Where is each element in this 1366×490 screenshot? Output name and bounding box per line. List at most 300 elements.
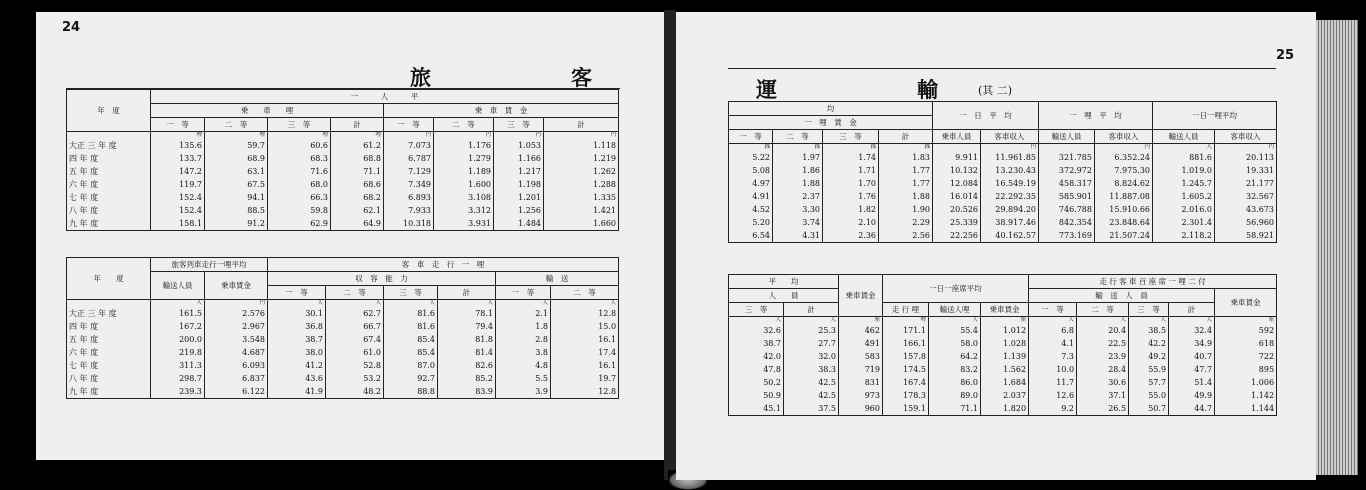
value-cell: 16.1 (551, 359, 619, 372)
table-row (729, 376, 1277, 389)
year-cell: 四 年 度 (67, 152, 151, 165)
value-cell: 1.600 (434, 178, 494, 191)
header-chin: 乗車賃金 (205, 272, 268, 300)
unit-cell: 円 (544, 132, 619, 140)
value-cell: 32.6 (729, 324, 784, 337)
bottom-table (728, 274, 1277, 416)
value-cell: 719 (839, 363, 883, 376)
value-cell: 85.4 (384, 346, 438, 359)
header-cell: 計 (879, 130, 933, 144)
value-cell: 2.1 (496, 307, 551, 320)
unit-cell: 人 (1153, 144, 1215, 152)
header-cell: 一 等 (384, 118, 434, 132)
value-cell: 16.1 (551, 333, 619, 346)
year-cell: 九 年 度 (67, 217, 151, 231)
value-cell: 171.1 (883, 324, 929, 337)
value-cell: 5.20 (729, 216, 773, 229)
value-cell: 7.3 (1029, 350, 1077, 363)
value-cell: 3.8 (496, 346, 551, 359)
value-cell: 88.5 (205, 204, 268, 217)
table-row (729, 389, 1277, 402)
value-cell: 4.687 (205, 346, 268, 359)
header-cell: 乗車賃金 (981, 303, 1029, 317)
header-cell: 二 等 (326, 286, 384, 300)
table-row (729, 203, 1277, 216)
value-cell: 19.7 (551, 372, 619, 385)
value-cell: 64.2 (929, 350, 981, 363)
value-cell: 372.972 (1039, 164, 1095, 177)
value-cell: 68.8 (331, 152, 384, 165)
year-cell: 六 年 度 (67, 178, 151, 191)
header-cell: 三 等 (1129, 303, 1169, 317)
value-cell: 2.56 (879, 229, 933, 243)
value-cell: 119.7 (151, 178, 205, 191)
value-cell: 159.1 (883, 402, 929, 416)
value-cell: 21.177 (1215, 177, 1277, 190)
value-cell: 1.006 (1215, 376, 1277, 389)
value-cell: 2.29 (879, 216, 933, 229)
value-cell: 4.8 (496, 359, 551, 372)
unit-cell: 人 (384, 300, 438, 308)
value-cell: 51.4 (1169, 376, 1215, 389)
value-cell: 78.1 (438, 307, 496, 320)
value-cell: 10.0 (1029, 363, 1077, 376)
value-cell: 55.9 (1129, 363, 1169, 376)
unit-cell: 人 (929, 317, 981, 325)
value-cell: 40.7 (1169, 350, 1215, 363)
header-cell: 一 等 (151, 118, 205, 132)
value-cell: 81.4 (438, 346, 496, 359)
value-cell: 1.189 (434, 165, 494, 178)
unit-cell: 人 (1129, 317, 1169, 325)
value-cell: 50.9 (729, 389, 784, 402)
value-cell: 1.144 (1215, 402, 1277, 416)
header-cell: 三 等 (729, 303, 784, 317)
year-cell: 大正 三 年 度 (67, 139, 151, 152)
value-cell: 48.2 (326, 385, 384, 399)
value-cell: 5.5 (496, 372, 551, 385)
value-cell: 61.0 (326, 346, 384, 359)
value-cell: 36.8 (268, 320, 326, 333)
value-cell: 1.74 (823, 151, 879, 164)
value-cell: 85.4 (384, 333, 438, 346)
value-cell: 4.91 (729, 190, 773, 203)
unit-cell: 哩 (205, 132, 268, 140)
table-row (729, 164, 1277, 177)
value-cell: 57.7 (1129, 376, 1169, 389)
unit-cell: 哩 (268, 132, 331, 140)
value-cell: 5.22 (729, 151, 773, 164)
value-cell: 16.549.19 (981, 177, 1039, 190)
value-cell: 1.139 (981, 350, 1029, 363)
value-cell: 21.507.24 (1095, 229, 1153, 243)
header-ichiri: 一 哩 平 均 (1039, 102, 1153, 130)
value-cell: 881.6 (1153, 151, 1215, 164)
value-cell: 6.837 (205, 372, 268, 385)
header-cell: 一 等 (496, 286, 551, 300)
table-row (67, 307, 619, 320)
header-cell: 計 (544, 118, 619, 132)
header-cell: 客車収入 (981, 130, 1039, 144)
top-table (66, 89, 619, 231)
header-hito: 一 人 平 (151, 90, 619, 104)
value-cell: 3.30 (773, 203, 823, 216)
header-ichinichi: 一日一座席平均 (883, 275, 1029, 303)
value-cell: 219.8 (151, 346, 205, 359)
table-row (729, 151, 1277, 164)
value-cell: 53.2 (326, 372, 384, 385)
year-cell: 大正 三 年 度 (67, 307, 151, 320)
value-cell: 12.6 (1029, 389, 1077, 402)
header-cell: 計 (331, 118, 384, 132)
value-cell: 10.318 (384, 217, 434, 231)
value-cell: 85.2 (438, 372, 496, 385)
value-cell: 11.7 (1029, 376, 1077, 389)
page-number: 25 (1276, 48, 1295, 63)
header-cell: 一 等 (1029, 303, 1077, 317)
table-row (67, 333, 619, 346)
value-cell: 32.567 (1215, 190, 1277, 203)
header-cell: 三 等 (384, 286, 438, 300)
unit-cell: 銭 (823, 144, 879, 152)
value-cell: 38.3 (784, 363, 839, 376)
value-cell: 842.354 (1039, 216, 1095, 229)
unit-cell: 銭 (773, 144, 823, 152)
header-yusou: 輸送人員 (151, 272, 205, 300)
value-cell: 7.933 (384, 204, 434, 217)
value-cell: 40.162.57 (981, 229, 1039, 243)
header-hito: 一 哩 賃 金 (729, 116, 933, 130)
value-cell: 67.4 (326, 333, 384, 346)
value-cell: 9.911 (933, 151, 981, 164)
table-row (729, 350, 1277, 363)
value-cell: 12.8 (551, 307, 619, 320)
value-cell: 1.70 (823, 177, 879, 190)
value-cell: 67.5 (205, 178, 268, 191)
value-cell: 3.9 (496, 385, 551, 399)
header-cell: 二 等 (1077, 303, 1129, 317)
value-cell: 1.028 (981, 337, 1029, 350)
header-shuyou: 収 容 能 力 (268, 272, 496, 286)
value-cell: 1.421 (544, 204, 619, 217)
value-cell: 42.0 (729, 350, 784, 363)
header-heikin: 平 均 (729, 275, 839, 289)
value-cell: 81.6 (384, 320, 438, 333)
unit-cell (1039, 144, 1095, 152)
value-cell: 1.217 (494, 165, 544, 178)
value-cell: 1.256 (494, 204, 544, 217)
table-row (67, 217, 619, 231)
value-cell: 3.312 (434, 204, 494, 217)
unit-cell: 人 (551, 300, 619, 308)
value-cell: 28.4 (1077, 363, 1129, 376)
value-cell: 66.3 (268, 191, 331, 204)
value-cell: 91.2 (205, 217, 268, 231)
table-row (729, 324, 1277, 337)
value-cell: 27.7 (784, 337, 839, 350)
header-cell: 三 等 (823, 130, 879, 144)
value-cell: 6.122 (205, 385, 268, 399)
value-cell: 20.526 (933, 203, 981, 216)
value-cell: 1.288 (544, 178, 619, 191)
value-cell: 1.562 (981, 363, 1029, 376)
value-cell: 1.335 (544, 191, 619, 204)
value-cell: 10.132 (933, 164, 981, 177)
value-cell: 43.6 (268, 372, 326, 385)
header-zaseki: 走 行 客 車 百 座 席 一 哩 二 付 (1029, 275, 1277, 289)
value-cell: 157.8 (883, 350, 929, 363)
value-cell: 62.7 (326, 307, 384, 320)
value-cell: 773.169 (1039, 229, 1095, 243)
unit-cell (67, 132, 151, 140)
header-jousha: 乗車賃金 (839, 275, 883, 317)
value-cell: 63.1 (205, 165, 268, 178)
value-cell: 321.785 (1039, 151, 1095, 164)
value-cell: 55.0 (1129, 389, 1169, 402)
value-cell: 167.2 (151, 320, 205, 333)
table-row (67, 320, 619, 333)
unit-cell: 人 (438, 300, 496, 308)
value-cell: 38.0 (268, 346, 326, 359)
value-cell: 41.2 (268, 359, 326, 372)
value-cell: 68.9 (205, 152, 268, 165)
page-edges (1316, 20, 1358, 475)
value-cell: 81.6 (384, 307, 438, 320)
value-cell: 26.5 (1077, 402, 1129, 416)
value-cell: 56.960 (1215, 216, 1277, 229)
table-row (67, 346, 619, 359)
value-cell: 7.073 (384, 139, 434, 152)
value-cell: 29.894.20 (981, 203, 1039, 216)
value-cell: 89.0 (929, 389, 981, 402)
value-cell: 7.129 (384, 165, 434, 178)
table-row (67, 359, 619, 372)
table-row (729, 402, 1277, 416)
year-cell: 七 年 度 (67, 191, 151, 204)
value-cell: 1.77 (879, 164, 933, 177)
value-cell: 1.166 (494, 152, 544, 165)
unit-cell: 円 (981, 144, 1039, 152)
value-cell: 64.9 (331, 217, 384, 231)
year-cell: 八 年 度 (67, 204, 151, 217)
table-row (67, 204, 619, 217)
value-cell: 8.824.62 (1095, 177, 1153, 190)
value-cell: 52.8 (326, 359, 384, 372)
value-cell: 47.8 (729, 363, 784, 376)
value-cell: 71.6 (268, 165, 331, 178)
value-cell: 38.917.46 (981, 216, 1039, 229)
unit-cell: 人 (729, 317, 784, 325)
unit-cell: 哩 (151, 132, 205, 140)
bottom-table (66, 257, 619, 399)
header-nendo: 年 度 (67, 258, 151, 300)
header-cell: 輸送人哩 (929, 303, 981, 317)
header-nendo: 年 度 (67, 90, 151, 132)
value-cell: 491 (839, 337, 883, 350)
value-cell: 43.673 (1215, 203, 1277, 216)
value-cell: 298.7 (151, 372, 205, 385)
header-cell: 計 (784, 303, 839, 317)
value-cell: 62.1 (331, 204, 384, 217)
value-cell: 2.118.2 (1153, 229, 1215, 243)
value-cell: 2.967 (205, 320, 268, 333)
unit-cell: 円 (205, 300, 268, 308)
value-cell: 38.7 (729, 337, 784, 350)
value-cell: 17.4 (551, 346, 619, 359)
header-cell: 二 等 (205, 118, 268, 132)
value-cell: 68.6 (331, 178, 384, 191)
unit-row (729, 144, 1277, 152)
table-row (67, 165, 619, 178)
unit-cell: 円 (494, 132, 544, 140)
value-cell: 831 (839, 376, 883, 389)
value-cell: 585.901 (1039, 190, 1095, 203)
unit-cell: 銭 (879, 144, 933, 152)
value-cell: 592 (1215, 324, 1277, 337)
value-cell: 30.1 (268, 307, 326, 320)
value-cell: 6.893 (384, 191, 434, 204)
value-cell: 311.3 (151, 359, 205, 372)
value-cell: 2.37 (773, 190, 823, 203)
value-cell: 1.198 (494, 178, 544, 191)
value-cell: 1.71 (823, 164, 879, 177)
value-cell: 1.88 (879, 190, 933, 203)
value-cell: 32.0 (784, 350, 839, 363)
value-cell: 3.108 (434, 191, 494, 204)
value-cell: 37.5 (784, 402, 839, 416)
header-cell: 客車収入 (1215, 130, 1277, 144)
value-cell: 12.8 (551, 385, 619, 399)
value-cell: 59.7 (205, 139, 268, 152)
value-cell: 42.2 (1129, 337, 1169, 350)
table-row (729, 363, 1277, 376)
header-cell: 客車収入 (1095, 130, 1153, 144)
value-cell: 5.08 (729, 164, 773, 177)
value-cell: 1.83 (879, 151, 933, 164)
value-cell: 58.921 (1215, 229, 1277, 243)
value-cell: 4.1 (1029, 337, 1077, 350)
value-cell: 4.97 (729, 177, 773, 190)
unit-cell: 厘 (981, 317, 1029, 325)
table-row (67, 372, 619, 385)
value-cell: 42.5 (784, 389, 839, 402)
value-cell: 12.084 (933, 177, 981, 190)
right-page (676, 12, 1316, 480)
value-cell: 83.9 (438, 385, 496, 399)
unit-cell: 人 (268, 300, 326, 308)
unit-cell: 円 (434, 132, 494, 140)
value-cell: 20.4 (1077, 324, 1129, 337)
header-nichiri: 一日一哩平均 (1153, 102, 1277, 130)
value-cell: 1.8 (496, 320, 551, 333)
value-cell: 66.7 (326, 320, 384, 333)
header-kyaku: 客 車 走 行 一 哩 (268, 258, 619, 272)
table-row (67, 152, 619, 165)
value-cell: 1.77 (879, 177, 933, 190)
value-cell: 2.576 (205, 307, 268, 320)
rule (728, 68, 1276, 69)
value-cell: 618 (1215, 337, 1277, 350)
header-cell: 一 等 (268, 286, 326, 300)
value-cell: 68.2 (331, 191, 384, 204)
table-row (67, 385, 619, 399)
value-cell: 158.1 (151, 217, 205, 231)
table-row (729, 177, 1277, 190)
value-cell: 4.52 (729, 203, 773, 216)
unit-cell: 銭 (729, 144, 773, 152)
value-cell: 1.219 (544, 152, 619, 165)
header-cell: 三 等 (268, 118, 331, 132)
header-cell: 計 (438, 286, 496, 300)
value-cell: 88.8 (384, 385, 438, 399)
value-cell: 25.339 (933, 216, 981, 229)
value-cell: 6.787 (384, 152, 434, 165)
header-jinin: 人 員 (729, 289, 839, 303)
value-cell: 1.262 (544, 165, 619, 178)
header-yusou2: 輸 送 (496, 272, 619, 286)
unit-cell: 円 (1215, 144, 1277, 152)
value-cell: 152.4 (151, 204, 205, 217)
value-cell: 55.4 (929, 324, 981, 337)
unit-cell: 人 (1029, 317, 1077, 325)
value-cell: 6.8 (1029, 324, 1077, 337)
header-cell: 二 等 (434, 118, 494, 132)
value-cell: 3.931 (434, 217, 494, 231)
value-cell: 178.3 (883, 389, 929, 402)
value-cell: 38.5 (1129, 324, 1169, 337)
value-cell: 746.788 (1039, 203, 1095, 216)
header-chin3: 乗車賃金 (1215, 289, 1277, 317)
value-cell: 161.5 (151, 307, 205, 320)
page-number: 24 (62, 20, 81, 35)
year-cell: 八 年 度 (67, 372, 151, 385)
value-cell: 1.90 (879, 203, 933, 216)
header-yusou: 輸 送 人 員 (1029, 289, 1215, 303)
value-cell: 147.2 (151, 165, 205, 178)
value-cell: 30.6 (1077, 376, 1129, 389)
value-cell: 11.961.85 (981, 151, 1039, 164)
value-cell: 3.74 (773, 216, 823, 229)
value-cell: 86.0 (929, 376, 981, 389)
unit-cell: 人 (1169, 317, 1215, 325)
header-cell: 走 行 哩 (883, 303, 929, 317)
unit-cell (67, 300, 151, 308)
value-cell: 41.9 (268, 385, 326, 399)
header-cell: 二 等 (773, 130, 823, 144)
unit-cell: 円 (1095, 144, 1153, 152)
value-cell: 42.5 (784, 376, 839, 389)
year-cell: 五 年 度 (67, 333, 151, 346)
value-cell: 1.484 (494, 217, 544, 231)
value-cell: 1.019.0 (1153, 164, 1215, 177)
value-cell: 23.9 (1077, 350, 1129, 363)
value-cell: 60.6 (268, 139, 331, 152)
value-cell: 895 (1215, 363, 1277, 376)
value-cell: 82.6 (438, 359, 496, 372)
value-cell: 1.82 (823, 203, 879, 216)
year-cell: 五 年 度 (67, 165, 151, 178)
value-cell: 6.093 (205, 359, 268, 372)
value-cell: 23.848.64 (1095, 216, 1153, 229)
value-cell: 11.887.08 (1095, 190, 1153, 203)
value-cell: 1.142 (1215, 389, 1277, 402)
value-cell: 167.4 (883, 376, 929, 389)
value-cell: 1.605.2 (1153, 190, 1215, 203)
table-row (729, 337, 1277, 350)
header-cell: 計 (1169, 303, 1215, 317)
value-cell: 1.660 (544, 217, 619, 231)
unit-cell: 円 (384, 132, 434, 140)
